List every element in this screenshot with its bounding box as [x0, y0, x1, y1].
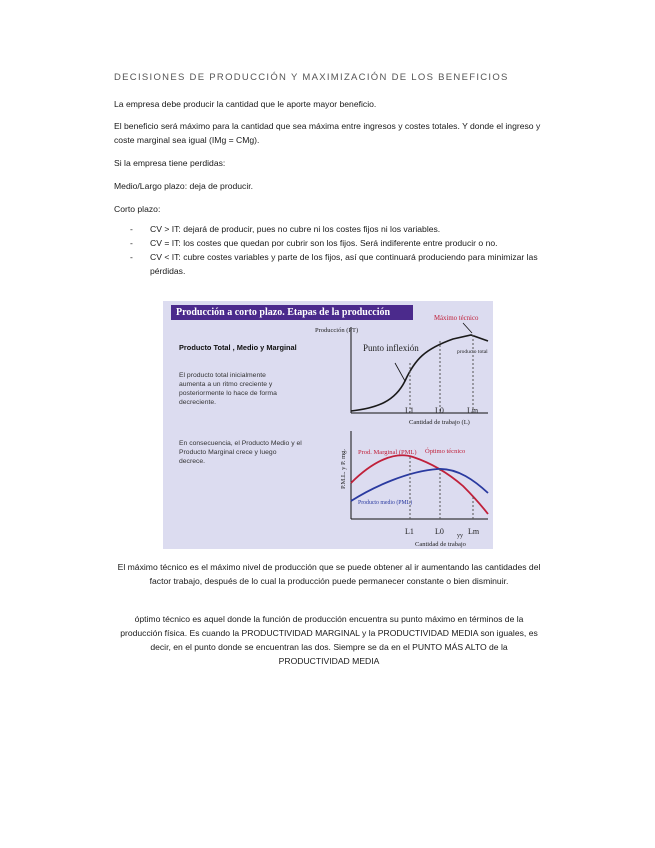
pme-label: Producto medio (PML) [358, 500, 413, 506]
caption-max-tecnico: El máximo técnico es el máximo nivel de producción que se puede obtener al ir aumentando las cantidades del factor trabajo, después de lo cual la producción puede permanecer constante o bien disminuir. [117, 562, 541, 586]
top-tick-lm: Lm [467, 406, 479, 415]
paragraph-main-goal: La empresa debe producir la cantidad que le aporte mayor beneficio. [114, 99, 377, 109]
caption-optimo-tecnico: óptimo técnico es aquel donde la función de producción encuentra su punto máximo en términos de la producción física. Es cuando la PRODUCTIVIDAD MARGINAL y la PRODUCTIVIDAD MEDIA son iguales, es decir, en el punto donde se encuentran las dos. Siempre se da en el PUNTO MÁS ALTO de la PRODUCTIVIDAD MEDIA [120, 614, 538, 666]
top-tick-l1: L1 [405, 406, 414, 415]
section-heading: DECISIONES DE PRODUCCIÓN Y MAXIMIZACIÓN DE LOS BENEFICIOS [114, 72, 509, 83]
production-figure [163, 301, 493, 549]
paragraph-long-term: Medio/Largo plazo: deja de producir. [114, 181, 254, 191]
producto-total-label: producto total [457, 349, 488, 355]
pt-axis-label: Producción (PT) [315, 327, 359, 334]
top-x-axis-label: Cantidad de trabajo (L) [409, 419, 470, 426]
figure-subtitle: Producto Total , Medio y Marginal [179, 343, 297, 352]
bottom-tick-l1: L1 [405, 527, 414, 536]
average-product-curve [351, 469, 488, 501]
production-charts [163, 301, 493, 549]
bottom-tick-l0: L0 [435, 527, 444, 536]
figure-title: Producción a corto plazo. Etapas de la producción [171, 305, 413, 320]
figure-text-total: El producto total inicialmente aumenta a un ritmo creciente y posteriormente lo hace de forma decreciente. [179, 372, 277, 406]
max-tecnico-label: Máximo técnico [434, 315, 479, 322]
short-term-list [130, 222, 550, 278]
pmg-label: Prod. Marginal (PML) [358, 449, 417, 456]
paragraph-max-profit: El beneficio será máximo para la cantidad que sea máxima entre ingresos y costes totales. Y donde el ingreso y coste marginal sea igual (IMg = CMg). [114, 121, 541, 145]
paragraph-losses: Si la empresa tiene perdidas: [114, 158, 226, 168]
optimo-label: Óptimo técnico [425, 448, 466, 455]
top-tick-l0: L0 [435, 406, 444, 415]
list-item: - CV = IT: los costes que quedan por cubrir son los fijos. Será indiferente entre producir o no. [130, 236, 550, 250]
bottom-y-axis-label: P.M.L. y P. mg. [340, 448, 347, 490]
bottom-x-axis-label: Cantidad de trabajo [415, 541, 466, 548]
inflexion-arrow [395, 363, 405, 381]
max-tecnico-arrow [463, 323, 472, 333]
bottom-tick-yy: yy [457, 533, 463, 539]
list-item: - CV < IT: cubre costes variables y parte de los fijos, así que continuará produciendo para minimizar las pérdidas. [130, 250, 550, 278]
paragraph-short-term: Corto plazo: [114, 204, 161, 214]
punto-label: Punto inflexión [363, 343, 419, 353]
list-item: - CV > IT: dejará de producir, pues no cubre ni los costes fijos ni los variables. [130, 222, 550, 236]
figure-text-avg-marg: En consecuencia, el Producto Medio y el Producto Marginal crece y luego decrece. [179, 440, 302, 465]
bottom-tick-lm: Lm [468, 527, 480, 536]
